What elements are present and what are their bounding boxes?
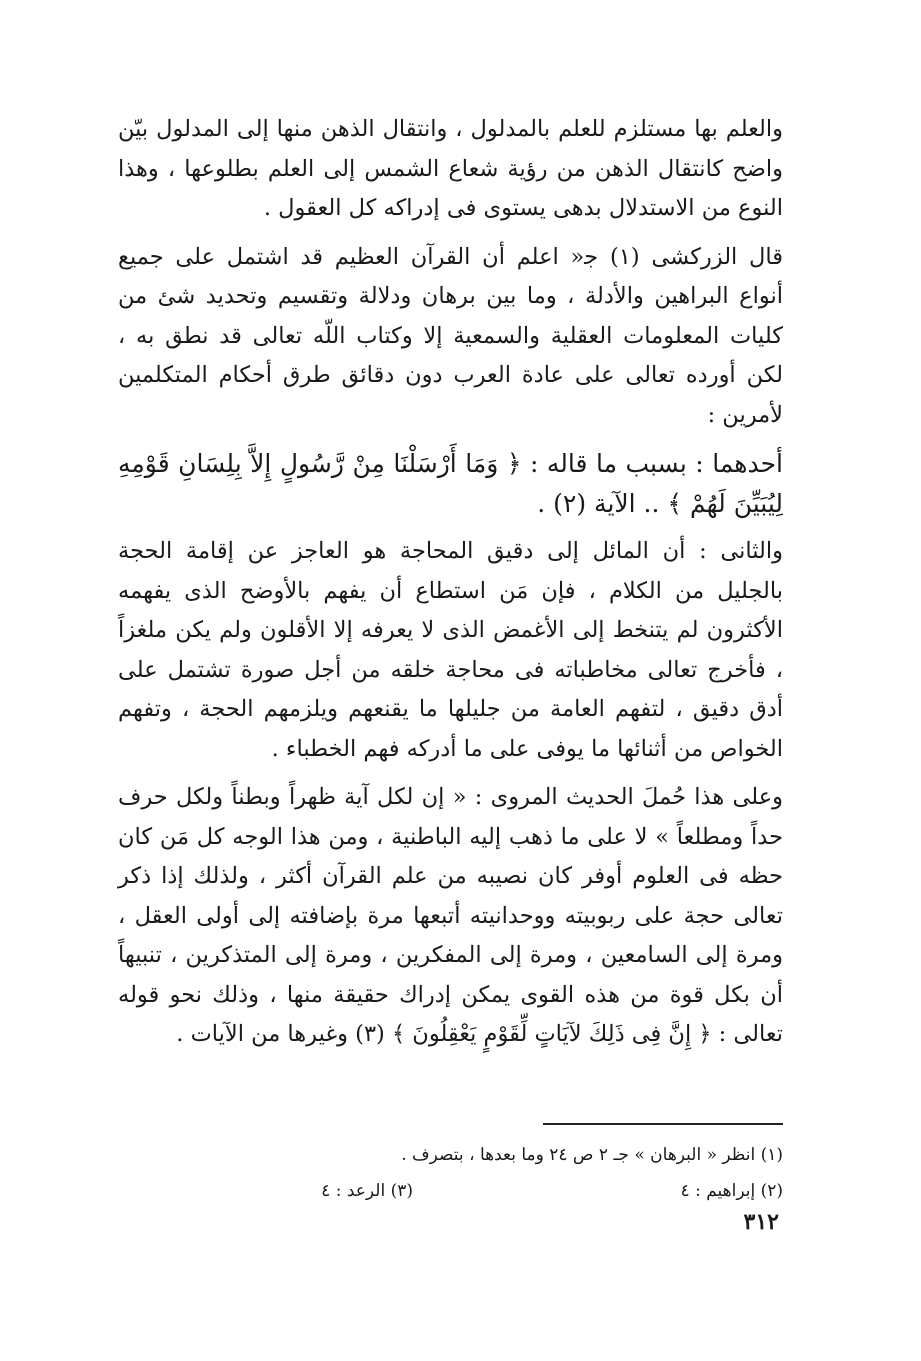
page-number: ٣١٢: [743, 1209, 779, 1235]
footnote-2: (٢) إبراهيم : ٤: [680, 1181, 783, 1201]
paragraph-5: وعلى هذا حُملَ الحديث المروى : « إن لكل آية ظهراً وبطناً ولكل حرف حداً ومطلعاً » لا على ما ذهب إليه الباطنية ، ومن هذا الوجه كل مَن كان حظه فى العلوم أوفر كان نصيبه من علم القرآن أكثر ، ولذلك إذا ذكر تعالى حجة على ربوبيته ووحدانيته أتبعها مرة بإضافته إلى أولى العقل ، ومرة إلى السامعين ، ومرة إلى المفكرين ، ومرة إلى المتذكرين ، تنبيهاً أن بكل قوة من هذه القوى يمكن إدراك حقيقة منها ، وذلك نحو قوله تعالى : ﴿ إِنَّ فِى ذَلِكَ لآيَاتٍ لِّقَوْمٍ يَعْقِلُونَ ﴾ (٣) وغيرها من الآيات .: [118, 784, 783, 1047]
footnotes: [118, 1137, 783, 1209]
paragraph-2: قال الزركشى (١) ﺟ« اعلم أن القرآن العظيم قد اشتمل على جميع أنواع البراهين والأدلة ، وما بين برهان ودلالة وتقسيم وتحديد شئ من كليات المعلومات العقلية والسمعية إلا وكتاب اللّه تعالى قد نطق به ، لكن أورده تعالى على عادة العرب دون دقائق طرق أحكام المتكلمين لأمرين :: [118, 243, 784, 428]
paragraph-3: أحدهما : بسبب ما قاله : ﴿ وَمَا أَرْسَلْنَا مِنْ رَّسُولٍ إِلاَّ بِلِسَانِ قَوْمِهِ لِيُبَيِّنَ لَهُمْ ﴾ .. الآية (٢) .: [118, 449, 783, 518]
page-body: [118, 110, 783, 1055]
paragraph-4: والثانى : أن المائل إلى دقيق المحاجة هو العاجز عن إقامة الحجة بالجليل من الكلام ، فإن مَن استطاع أن يفهم بالأوضح الذى يفهمه الأكثرون لم يتنخط إلى الأغمض الذى لا يعرفه إلا الأقلون ولم يكن ملغزاً ، فأخرج تعالى مخاطباته فى محاجة خلقه من أجل صورة تشتمل على أدق دقيق ، لتفهم العامة من جليلها ما يقنعهم ويلزمهم الحجة ، وتفهم الخواص من أثنائها ما يوفى على ما أدركه فهم الخطباء .: [118, 538, 783, 762]
footnote-row-1: [118, 1137, 783, 1173]
footnote-separator: [543, 1123, 783, 1125]
footnote-row-2: [118, 1173, 783, 1209]
footnote-1: (١) انظر « البرهان » جـ ٢ ص ٢٤ وما بعدها ، بتصرف .: [401, 1145, 783, 1165]
footnote-3: (٣) الرعد : ٤: [321, 1181, 413, 1201]
paragraph-1: والعلم بها مستلزم للعلم بالمدلول ، وانتقال الذهن منها إلى المدلول بيّن واضح كانتقال الذهن من رؤية شعاع الشمس إلى العلم بطلوعها ، وهذا النوع من الاستدلال بدهى يستوى فى إدراكه كل العقول .: [118, 116, 783, 221]
